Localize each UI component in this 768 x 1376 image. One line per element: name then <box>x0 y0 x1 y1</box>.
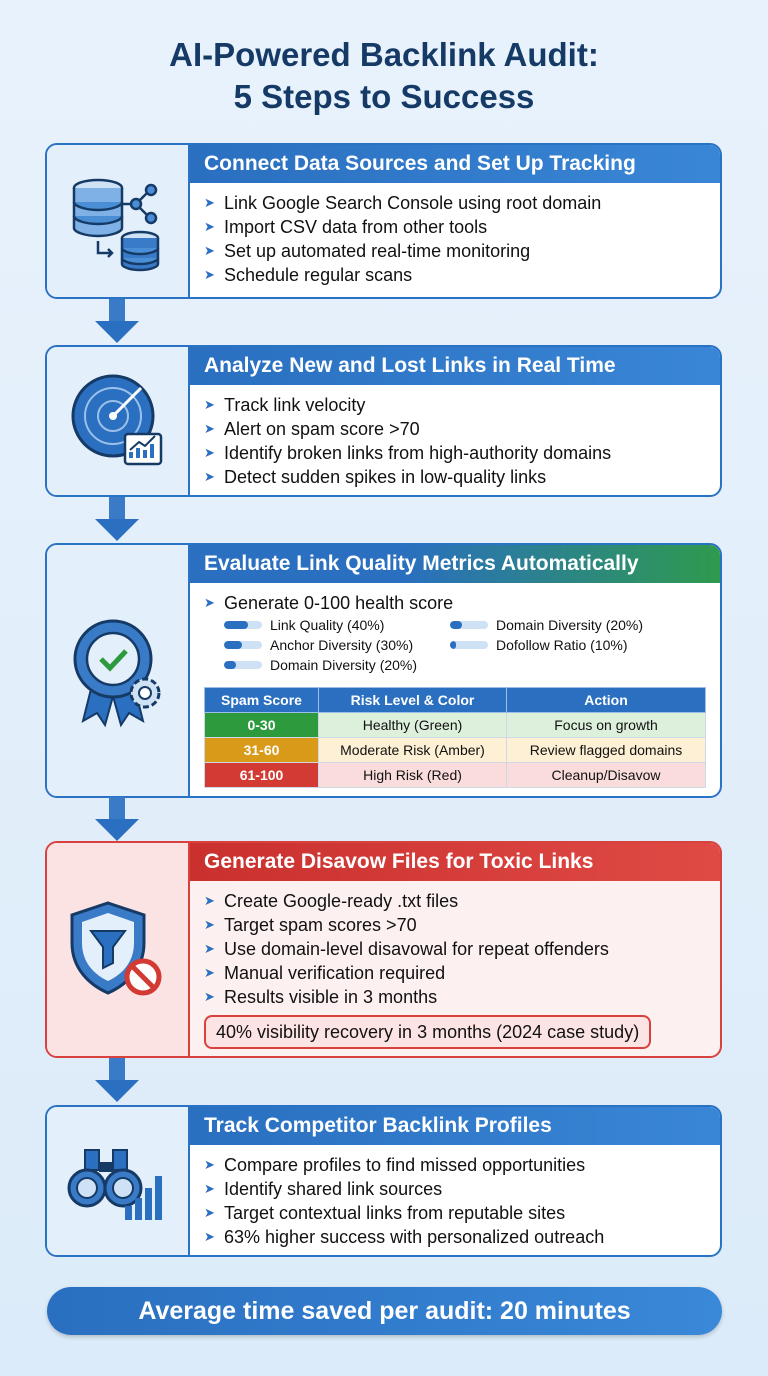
item-text: Track link velocity <box>224 395 366 415</box>
item-text: Generate 0-100 health score <box>224 593 454 613</box>
title-line-2: 5 Steps to Success <box>233 78 535 115</box>
metric-bar <box>450 641 488 649</box>
list-item <box>204 913 706 937</box>
list-item <box>204 191 706 215</box>
column-header: Action <box>507 688 706 713</box>
step-2-card <box>45 345 722 497</box>
list-item <box>204 215 706 239</box>
list-item <box>204 591 706 615</box>
table-row <box>205 763 706 788</box>
list-item <box>204 239 706 263</box>
chevron-right-icon: ➤ <box>204 965 215 980</box>
chevron-right-icon: ➤ <box>204 1205 215 1220</box>
list-item <box>204 985 706 1009</box>
item-text: Identify broken links from high-authority domains <box>224 443 612 463</box>
action-cell: Review flagged domains <box>507 738 706 763</box>
list-item <box>204 1225 706 1249</box>
step-3-title: Evaluate Link Quality Metrics Automatically <box>190 545 720 583</box>
chevron-right-icon: ➤ <box>204 421 215 436</box>
down-arrow-icon <box>92 299 142 345</box>
step-4-title: Generate Disavow Files for Toxic Links <box>190 843 720 881</box>
metric-label: Dofollow Ratio (10%) <box>496 637 628 653</box>
chevron-right-icon: ➤ <box>204 1157 215 1172</box>
step-1-card <box>45 143 722 299</box>
chevron-right-icon: ➤ <box>204 1181 215 1196</box>
spam-score-cell: 31-60 <box>205 738 319 763</box>
list-item <box>204 417 706 441</box>
metric <box>450 615 676 635</box>
table-row <box>205 738 706 763</box>
shield-filter-icon <box>47 843 190 1056</box>
metric-label: Anchor Diversity (30%) <box>270 637 414 653</box>
list-item <box>204 1177 706 1201</box>
list-item <box>204 961 706 985</box>
chevron-right-icon: ➤ <box>204 893 215 908</box>
down-arrow-icon <box>92 1058 142 1104</box>
list-item <box>204 393 706 417</box>
chevron-right-icon: ➤ <box>204 195 215 210</box>
down-arrow-icon <box>92 497 142 543</box>
metric-label: Link Quality (40%) <box>270 617 385 633</box>
item-text: Compare profiles to find missed opportunities <box>224 1155 586 1175</box>
item-text: Schedule regular scans <box>224 265 413 285</box>
metric-bar <box>224 641 262 649</box>
chevron-right-icon: ➤ <box>204 917 215 932</box>
chevron-right-icon: ➤ <box>204 267 215 282</box>
chevron-right-icon: ➤ <box>204 941 215 956</box>
list-item <box>204 263 706 287</box>
step-5-card <box>45 1105 722 1257</box>
metric-label: Domain Diversity (20%) <box>496 617 644 633</box>
risk-cell: High Risk (Red) <box>319 763 507 788</box>
item-text: Target spam scores >70 <box>224 915 417 935</box>
list-item <box>204 937 706 961</box>
item-text: Set up automated real-time monitoring <box>224 241 531 261</box>
item-text: Results visible in 3 months <box>224 987 438 1007</box>
chevron-right-icon: ➤ <box>204 595 215 610</box>
chevron-right-icon: ➤ <box>204 989 215 1004</box>
spam-score-cell: 61-100 <box>205 763 319 788</box>
spam-score-cell: 0-30 <box>205 713 319 738</box>
metric <box>224 655 450 675</box>
chevron-right-icon: ➤ <box>204 1229 215 1244</box>
column-header: Risk Level & Color <box>319 688 507 713</box>
risk-cell: Healthy (Green) <box>319 713 507 738</box>
item-text: Import CSV data from other tools <box>224 217 488 237</box>
radar-chart-icon <box>47 347 190 495</box>
metric <box>224 615 450 635</box>
step-5-title: Track Competitor Backlink Profiles <box>190 1107 720 1145</box>
chevron-right-icon: ➤ <box>204 445 215 460</box>
metric-bar <box>224 661 262 669</box>
table-row <box>205 713 706 738</box>
page-title <box>0 34 768 118</box>
item-text: Alert on spam score >70 <box>224 419 420 439</box>
list-item <box>204 889 706 913</box>
down-arrow-icon <box>92 797 142 843</box>
list-item <box>204 1201 706 1225</box>
metric-bar <box>450 621 488 629</box>
health-score-metrics <box>224 615 706 675</box>
risk-cell: Moderate Risk (Amber) <box>319 738 507 763</box>
award-gear-icon <box>47 545 190 796</box>
metric-bar <box>224 621 262 629</box>
title-line-1: AI-Powered Backlink Audit: <box>169 36 599 73</box>
step-4-card <box>45 841 722 1058</box>
metric <box>224 635 450 655</box>
item-text: Target contextual links from reputable sites <box>224 1203 566 1223</box>
metric <box>450 635 676 655</box>
list-item <box>204 1153 706 1177</box>
step-1-title: Connect Data Sources and Set Up Tracking <box>190 145 720 183</box>
spam-score-table <box>204 687 706 788</box>
case-study-callout: 40% visibility recovery in 3 months (2024 case study) <box>204 1015 651 1049</box>
item-text: Manual verification required <box>224 963 446 983</box>
time-saved-banner: Average time saved per audit: 20 minutes <box>47 1287 722 1335</box>
item-text: Detect sudden spikes in low-quality links <box>224 467 547 487</box>
chevron-right-icon: ➤ <box>204 397 215 412</box>
chevron-right-icon: ➤ <box>204 243 215 258</box>
item-text: Link Google Search Console using root domain <box>224 193 602 213</box>
item-text: Use domain-level disavowal for repeat offenders <box>224 939 609 959</box>
list-item <box>204 465 706 489</box>
binoculars-chart-icon <box>47 1107 190 1255</box>
item-text: Identify shared link sources <box>224 1179 443 1199</box>
list-item <box>204 441 706 465</box>
step-3-card <box>45 543 722 798</box>
step-2-title: Analyze New and Lost Links in Real Time <box>190 347 720 385</box>
item-text: 63% higher success with personalized outreach <box>224 1227 605 1247</box>
database-sync-icon <box>47 145 190 297</box>
metric-label: Domain Diversity (20%) <box>270 657 418 673</box>
chevron-right-icon: ➤ <box>204 219 215 234</box>
action-cell: Focus on growth <box>507 713 706 738</box>
chevron-right-icon: ➤ <box>204 469 215 484</box>
column-header: Spam Score <box>205 688 319 713</box>
action-cell: Cleanup/Disavow <box>507 763 706 788</box>
item-text: Create Google-ready .txt files <box>224 891 459 911</box>
